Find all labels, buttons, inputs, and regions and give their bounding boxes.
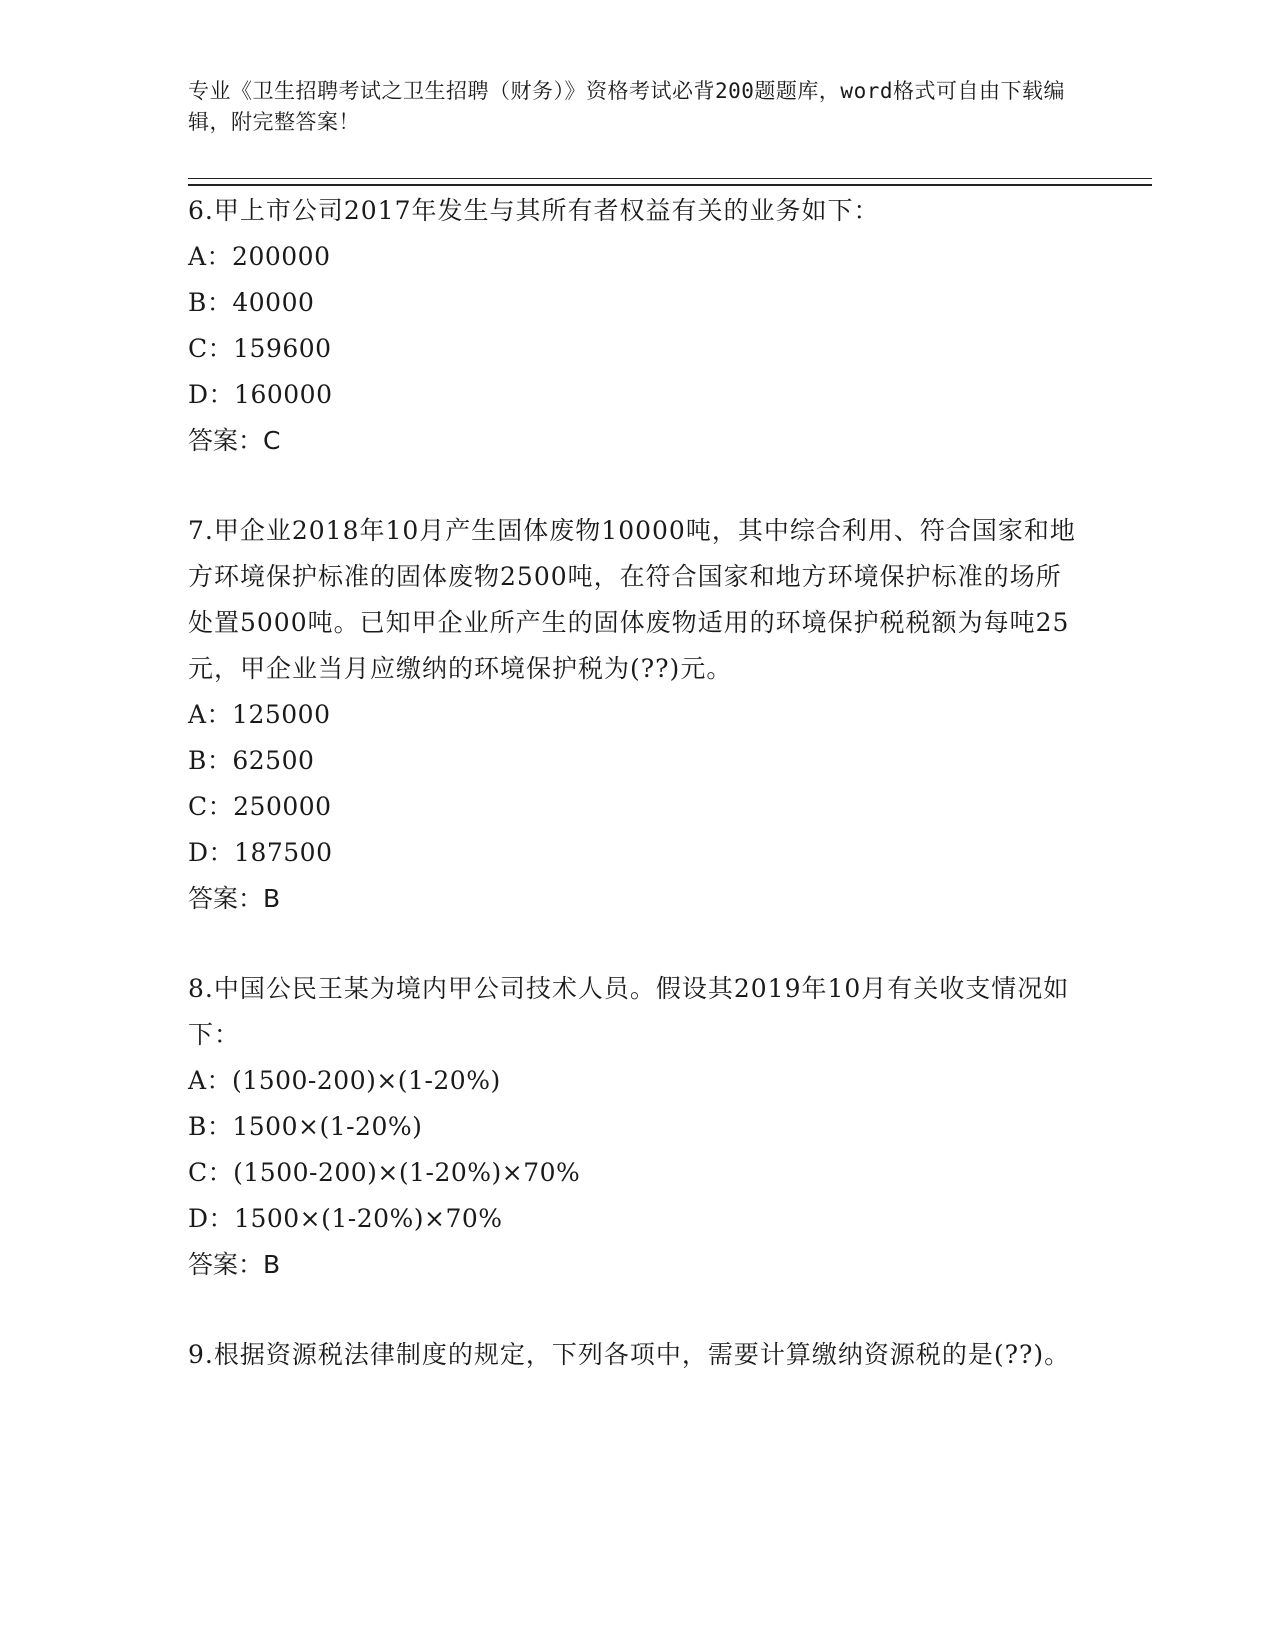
option-d: D：1500×(1-20%)×70% — [188, 1204, 503, 1233]
header-divider — [188, 178, 1152, 186]
option-a: A：(1500-200)×(1-20%) — [188, 1066, 501, 1095]
document-header: 专业《卫生招聘考试之卫生招聘（财务）》资格考试必背200题题库，word格式可自由下载编辑，附完整答案！ — [188, 79, 1065, 134]
question-text: 6.甲上市公司2017年发生与其所有者权益有关的业务如下： — [188, 196, 880, 225]
option-d: D：160000 — [188, 380, 333, 409]
option-a: A：200000 — [188, 242, 331, 271]
question-list — [188, 188, 1078, 1378]
option-c: C：(1500-200)×(1-20%)×70% — [188, 1158, 581, 1187]
answer: 答案：C — [188, 426, 281, 455]
option-d: D：187500 — [188, 838, 333, 867]
option-c: C：250000 — [188, 792, 332, 821]
option-a: A：125000 — [188, 700, 331, 729]
option-c: C：159600 — [188, 334, 332, 363]
question-7 — [188, 508, 1078, 922]
question-text: 9.根据资源税法律制度的规定，下列各项中，需要计算缴纳资源税的是(??)。 — [188, 1340, 1071, 1369]
question-9 — [188, 1332, 1078, 1378]
option-b: B：62500 — [188, 746, 315, 775]
answer: 答案：B — [188, 884, 281, 913]
question-text: 8.中国公民王某为境内甲公司技术人员。假设其2019年10月有关收支情况如下： — [188, 974, 1070, 1049]
option-b: B：1500×(1-20%) — [188, 1112, 423, 1141]
question-text: 7.甲企业2018年10月产生固体废物10000吨，其中综合利用、符合国家和地方环境保护标准的固体废物2500吨，在符合国家和地方环境保护标准的场所处置5000吨。已知甲企业所产生的固体废物适用的环境保护税税额为每吨25元，甲企业当月应缴纳的环境保护税为(??)元。 — [188, 516, 1076, 683]
answer: 答案：B — [188, 1250, 281, 1279]
option-b: B：40000 — [188, 288, 315, 317]
question-8 — [188, 966, 1078, 1288]
question-6 — [188, 188, 1078, 464]
